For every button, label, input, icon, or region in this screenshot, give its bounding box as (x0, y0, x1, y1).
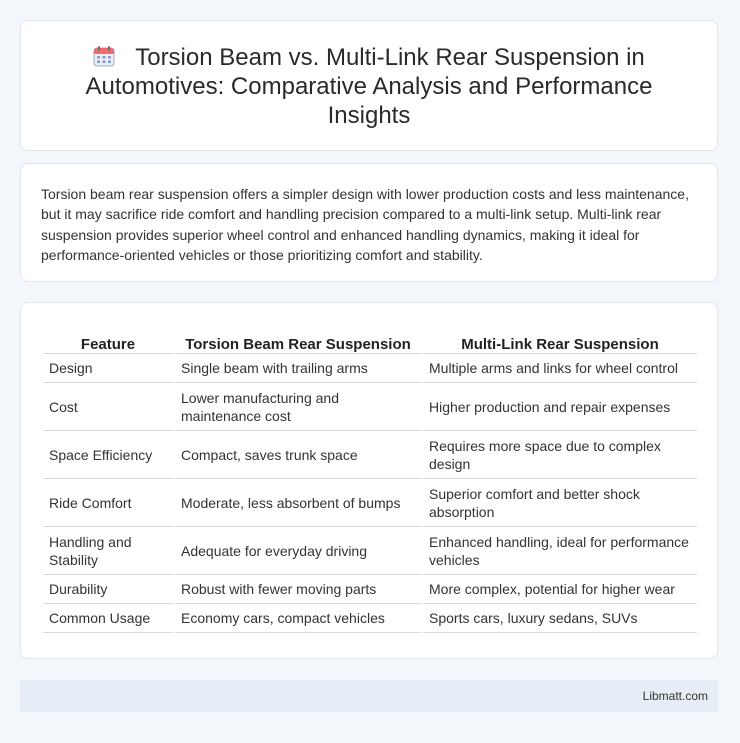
table-row (43, 479, 697, 527)
torsion-beam-cell: Moderate, less absorbent of bumps (175, 479, 421, 527)
table-row (43, 575, 697, 604)
multi-link-cell: Enhanced handling, ideal for performance vehicles (423, 527, 697, 575)
torsion-beam-cell: Economy cars, compact vehicles (175, 604, 421, 633)
summary-card (20, 163, 718, 282)
multi-link-cell: Sports cars, luxury sedans, SUVs (423, 604, 697, 633)
comparison-table (41, 323, 699, 633)
column-header-torsion-beam: Torsion Beam Rear Suspension (175, 323, 421, 354)
feature-cell: Space Efficiency (43, 431, 173, 479)
feature-cell: Ride Comfort (43, 479, 173, 527)
multi-link-cell: Superior comfort and better shock absorption (423, 479, 697, 527)
column-header-feature: Feature (43, 323, 173, 354)
feature-cell: Design (43, 354, 173, 383)
summary-text: Torsion beam rear suspension offers a simpler design with lower production costs and less maintenance, but it may sacrifice ride comfort and handling precision compared to a multi-link setup. Multi-link rear suspension provides superior wheel control and enhanced handling dynamics, making it ideal for performance-oriented vehicles or those prioritizing comfort and stability. (41, 186, 689, 263)
table-header-row (43, 323, 697, 354)
page-title-text: Torsion Beam vs. Multi-Link Rear Suspension in Automotives: Comparative Analysis and Performance Insights (85, 44, 653, 129)
footer (20, 680, 718, 712)
torsion-beam-cell: Robust with fewer moving parts (175, 575, 421, 604)
torsion-beam-cell: Single beam with trailing arms (175, 354, 421, 383)
multi-link-cell: Higher production and repair expenses (423, 383, 697, 431)
multi-link-cell: Multiple arms and links for wheel control (423, 354, 697, 383)
table-row (43, 527, 697, 575)
feature-cell: Common Usage (43, 604, 173, 633)
multi-link-cell: More complex, potential for higher wear (423, 575, 697, 604)
column-header-multi-link: Multi-Link Rear Suspension (423, 323, 697, 354)
table-row (43, 431, 697, 479)
table-row (43, 354, 697, 383)
feature-cell: Durability (43, 575, 173, 604)
multi-link-cell: Requires more space due to complex design (423, 431, 697, 479)
feature-cell: Cost (43, 383, 173, 431)
feature-cell: Handling and Stability (43, 527, 173, 575)
footer-brand: Libmatt.com (642, 689, 708, 703)
comparison-table-card (20, 302, 718, 659)
title-card (20, 20, 718, 151)
torsion-beam-cell: Lower manufacturing and maintenance cost (175, 383, 421, 431)
page-title (51, 43, 687, 130)
table-row (43, 383, 697, 431)
calendar-icon (93, 45, 115, 67)
torsion-beam-cell: Compact, saves trunk space (175, 431, 421, 479)
torsion-beam-cell: Adequate for everyday driving (175, 527, 421, 575)
table-row (43, 604, 697, 633)
